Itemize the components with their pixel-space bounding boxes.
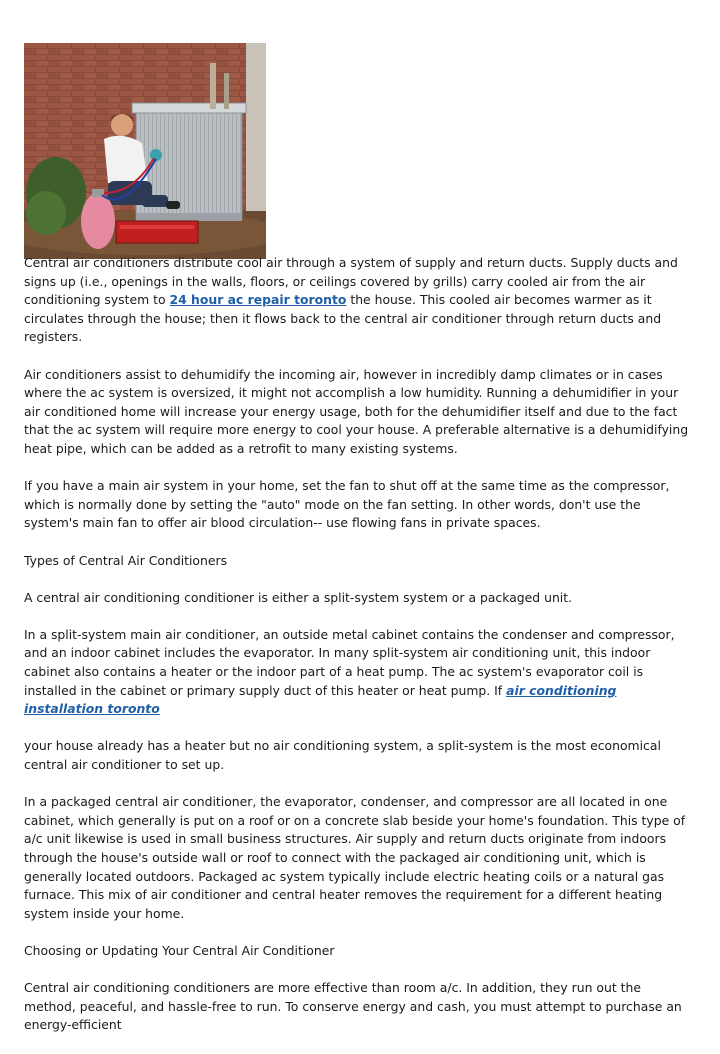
ac-technician-photo	[24, 43, 266, 259]
paragraph-economical: your house already has a heater but no air conditioning system, a split-system is the most economical central air conditioner to set up.	[24, 738, 661, 773]
paragraph-split-system: In a split-system main air conditioner, an outside metal cabinet contains the condenser and compressor, and an indoor cabinet includes the evaporator. In many split-system air conditioning unit, this indoor cabinet also contains a heater or the indoor part of a heat pump. The ac system's evaporator coil is installed in the cabinet or primary supply duct of this heater or heat pump. If air conditioning installation toronto	[24, 626, 675, 717]
paragraph-efficiency: Central air conditioning conditioners are more effective than room a/c. In addition, they run out the method, peaceful, and hassle-free to run. To conserve energy and cash, you must attempt to purchase an energy-efficient	[24, 980, 682, 1033]
heading-types: Types of Central Air Conditioners	[24, 552, 228, 568]
paragraph-ducts: Central air conditioners distribute cool air through a system of supply and return ducts. Supply ducts and signs up (i.e., openings in the walls, floors, or ceilings covered by grills) carry cooled air from the air conditioning system to 24 hour ac repair toronto the house. This cooled air becomes warmer as it circulates through the house; then it flows back to the central air conditioner through return ducts and registers.	[24, 255, 678, 345]
ac-repair-link[interactable]: 24 hour ac repair toronto	[169, 292, 347, 308]
paragraph-split-or-packaged: A central air conditioning conditioner is either a split-system system or a packaged unit.	[24, 589, 573, 605]
paragraph-packaged: In a packaged central air conditioner, the evaporator, condenser, and compressor are all located in one cabinet, which generally is put on a roof or on a concrete slab beside your home's foundation. This type of a/c unit likewise is used in small business structures. Air supply and return ducts originate from indoors through the house's outside wall or roof to connect with the packaged air conditioning unit, which is generally located outdoors. Packaged ac system typically include electric heating coils or a natural gas furnace. This mix of air conditioner and central heater removes the requirement for a different heating system inside your home.	[24, 794, 686, 921]
ac-installation-link[interactable]: air conditioning installation toronto	[24, 682, 617, 717]
paragraph-fan: If you have a main air system in your home, set the fan to shut off at the same time as the compressor, which is normally done by setting the "auto" mode on the fan setting. In other words, don't use the system's main fan to offer air blood circulation-- use flowing fans in private spaces.	[24, 478, 670, 531]
article-body	[24, 254, 696, 1054]
ac-technician-icon	[24, 43, 266, 259]
paragraph-dehumidify: Air conditioners assist to dehumidify the incoming air, however in incredibly damp climates or in cases where the ac system is oversized, it might not accomplish a low humidity. Running a dehumidifier in your air conditioned home will increase your energy usage, both for the dehumidifier itself and due to the fact that the ac system will require more energy to cool your house. A preferable alternative is a dehumidifying heat pipe, which can be added as a retrofit to many existing systems.	[24, 366, 689, 456]
heading-choosing: Choosing or Updating Your Central Air Conditioner	[24, 942, 335, 958]
